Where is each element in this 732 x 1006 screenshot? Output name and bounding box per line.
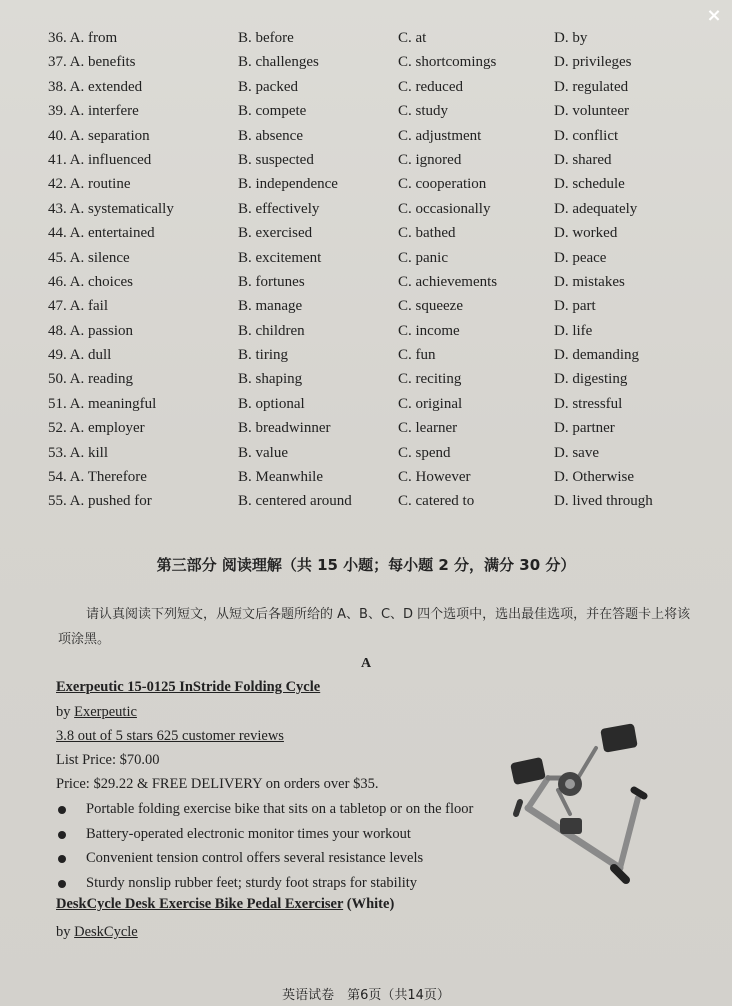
option-a: 55. A. pushed for [48,493,152,510]
option-d: D. life [554,322,593,339]
option-b: B. packed [238,78,298,95]
question-row [0,270,732,294]
question-row [0,294,732,318]
option-d: D. mistakes [554,273,625,290]
option-b: B. independence [238,176,338,193]
option-b: B. exercised [238,225,313,242]
option-a: 40. A. separation [48,127,150,144]
question-row [0,465,732,489]
question-row [0,26,732,50]
option-c: C. occasionally [398,200,491,217]
option-d: D. save [554,444,599,461]
option-b: B. optional [238,395,305,412]
section-instructions: 请认真阅读下列短文，从短文后各题所给的 A、B、C、D 四个选项中，选出最佳选项，并在答题卡上将该项涂黑。 [58,607,691,647]
option-c: C. bathed [398,225,456,242]
option-d: D. lived through [554,493,653,510]
feature-text: Sturdy nonslip rubber feet; sturdy foot straps for stability [86,874,418,891]
option-c: C. catered to [398,493,475,510]
question-row [0,50,732,74]
product1-brand-link[interactable]: Exerpeutic [74,704,137,720]
option-b: B. challenges [238,54,319,71]
option-b: B. children [238,322,305,339]
option-b: B. Meanwhile [238,469,323,486]
by-prefix: by [56,924,75,940]
question-row [0,319,732,343]
option-d: D. digesting [554,371,628,388]
section-title: 第三部分 阅读理解（共 15 小题；每小题 2 分，满分 30 分） [156,556,576,574]
option-d: D. conflict [554,127,619,144]
bullet-icon [58,806,66,814]
product2-title-line [56,896,394,913]
passage-label: A [360,656,372,671]
option-a: 46. A. choices [48,273,133,290]
product1-title-link[interactable]: Exerpeutic 15-0125 InStride Folding Cycle [56,679,321,695]
option-c: C. fun [398,347,436,364]
product2-byline [56,924,138,941]
option-d: D. partner [554,420,615,437]
option-b: B. shaping [238,371,303,388]
option-a: 45. A. silence [48,249,130,266]
option-d: D. regulated [554,78,629,95]
option-a: 50. A. reading [48,371,133,388]
question-row [0,343,732,367]
option-c: C. ignored [398,151,462,168]
feature-text: Battery-operated electronic monitor times your workout [86,825,411,842]
question-row [0,221,732,245]
option-a: 38. A. extended [48,78,143,95]
option-c: C. cooperation [398,176,487,193]
list-item [56,846,473,871]
option-c: C. study [398,103,449,120]
page-footer: 英语试卷 第6页（共14页） [282,988,450,1003]
question-row [0,172,732,196]
by-prefix: by [56,704,75,720]
option-b: B. effectively [238,200,320,217]
product1-price: Price: $29.22 & FREE DELIVERY on orders over $35. [56,776,379,792]
question-row [0,392,732,416]
option-a: 42. A. routine [48,176,131,193]
product2-color: (White) [343,896,395,912]
option-b: B. compete [238,103,307,120]
option-a: 36. A. from [48,30,118,46]
option-c: C. adjustment [398,127,482,144]
product1-rating-link[interactable]: 3.8 out of 5 stars 625 customer reviews [56,728,284,744]
option-d: D. peace [554,249,607,266]
option-c: C. achievements [398,273,498,290]
cloze-options-table [0,26,732,514]
question-row [0,246,732,270]
option-a: 49. A. dull [48,347,112,364]
product1-list-price: List Price: $70.00 [56,752,160,768]
option-d: D. volunteer [554,103,629,120]
option-c: C. income [398,322,460,339]
option-c: C. reciting [398,371,462,388]
option-d: D. worked [554,225,618,242]
bullet-icon [58,855,66,863]
product1-feature-list [56,797,473,895]
question-row [0,99,732,123]
feature-text: Portable folding exercise bike that sits on a tabletop or on the floor [86,801,474,817]
question-row [0,75,732,99]
option-c: C. spend [398,444,451,461]
option-a: 43. A. systematically [48,200,174,217]
option-a: 52. A. employer [48,420,145,437]
option-d: D. stressful [554,395,623,412]
question-row [0,148,732,172]
question-row [0,416,732,440]
question-row [0,441,732,465]
option-a: 51. A. meaningful [48,395,157,412]
option-d: D. privileges [554,54,632,71]
option-b: B. tiring [238,347,289,364]
product2-brand-link[interactable]: DeskCycle [74,924,138,940]
option-a: 47. A. fail [48,298,108,315]
option-a: 39. A. interfere [48,103,139,120]
option-b: B. fortunes [238,273,305,290]
option-c: C. learner [398,420,458,437]
option-b: B. breadwinner [238,420,331,437]
option-c: C. at [398,30,427,46]
option-c: C. squeeze [398,298,463,315]
option-a: 54. A. Therefore [48,469,147,486]
option-b: B. suspected [238,151,314,168]
option-b: B. absence [238,127,303,144]
bullet-icon [58,880,66,888]
feature-text: Convenient tension control offers several resistance levels [86,850,424,866]
option-d: D. adequately [554,200,638,217]
option-c: C. However [398,469,471,486]
option-d: D. schedule [554,176,625,193]
product1-byline [56,704,137,721]
product2-title-link[interactable]: DeskCycle Desk Exercise Bike Pedal Exerciser [56,896,344,912]
option-c: C. original [398,395,463,412]
bullet-icon [58,831,66,839]
option-b: B. excitement [238,249,322,266]
option-d: D. part [554,298,596,315]
question-row [0,367,732,391]
question-row [0,197,732,221]
option-b: B. value [238,444,288,461]
option-d: D. shared [554,151,612,168]
option-d: D. by [554,30,588,46]
option-c: C. shortcomings [398,54,497,71]
option-a: 48. A. passion [48,322,134,339]
list-item [56,822,473,847]
close-icon[interactable]: × [706,5,722,26]
pedal-exerciser-image [508,718,648,890]
option-d: D. Otherwise [554,469,634,486]
option-c: C. reduced [398,78,463,95]
option-a: 44. A. entertained [48,225,155,242]
option-a: 41. A. influenced [48,151,152,168]
question-row [0,124,732,148]
list-item [56,871,473,896]
option-d: D. demanding [554,347,639,364]
option-a: 53. A. kill [48,444,109,461]
option-b: B. centered around [238,493,352,510]
option-b: B. before [238,30,294,46]
question-row [0,489,732,513]
option-c: C. panic [398,249,448,266]
option-b: B. manage [238,298,303,315]
option-a: 37. A. benefits [48,54,136,71]
list-item [56,797,473,822]
